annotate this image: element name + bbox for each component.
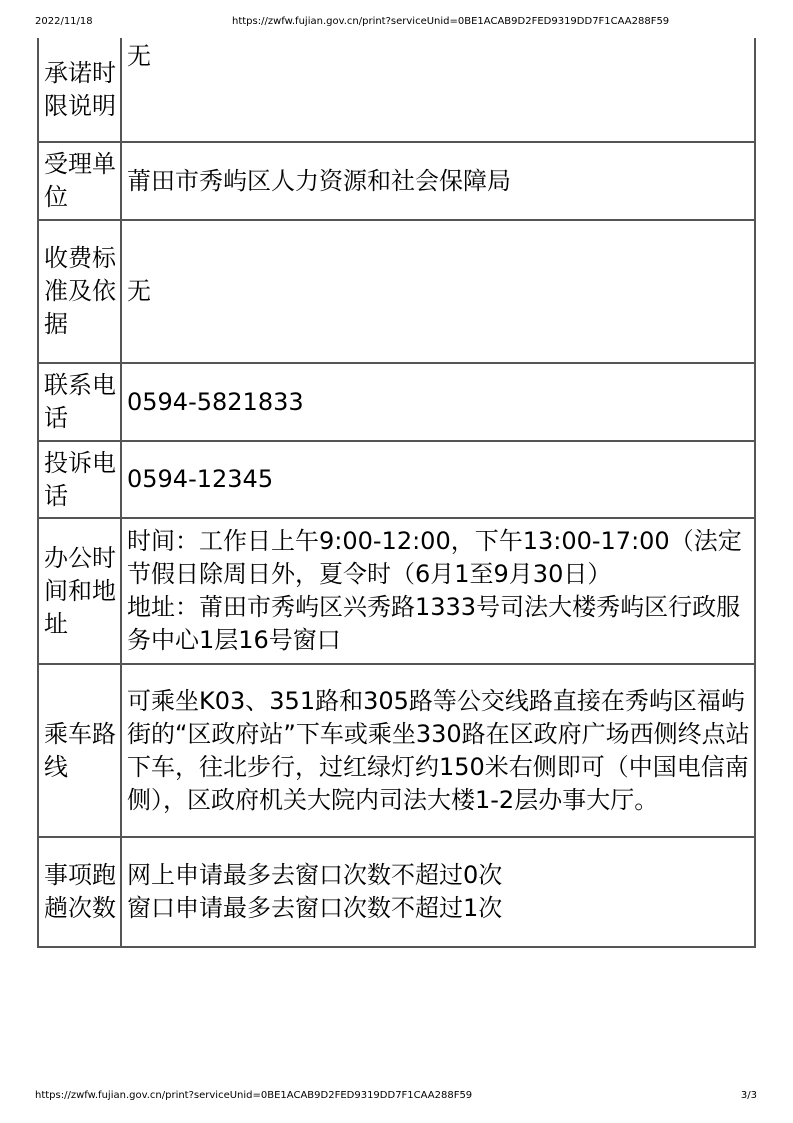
row-value-accepting-unit: 莆田市秀屿区人力资源和社会保障局	[121, 142, 755, 220]
table-row	[38, 363, 755, 441]
row-value-contact-phone: 0594-5821833	[121, 363, 755, 441]
table-row	[38, 837, 755, 947]
page-number: 3/3	[740, 1090, 757, 1101]
row-label-accepting-unit: 受理单位	[38, 142, 121, 220]
row-label-contact-phone: 联系电话	[38, 363, 121, 441]
table-row	[38, 664, 755, 837]
row-label-visit-count: 事项跑趟次数	[38, 837, 121, 947]
row-label-bus-route: 乘车路线	[38, 664, 121, 837]
row-value-complaint-phone: 0594-12345	[121, 441, 755, 518]
table-row	[38, 220, 755, 363]
row-label-commitment-note: 承诺时限说明	[38, 38, 121, 142]
table-row	[38, 142, 755, 220]
print-header-url: https://zwfw.fujian.gov.cn/print?serviceUnid=0BE1ACAB9D2FED9319DD7F1CAA288F59	[232, 16, 670, 27]
office-address-text: 地址：莆田市秀屿区兴秀路1333号司法大楼秀屿区行政服务中心1层16号窗口	[127, 593, 741, 654]
row-value-visit-count	[121, 837, 755, 947]
row-value-fee-standard: 无	[121, 220, 755, 363]
online-visit-text: 网上申请最多去窗口次数不超过0次	[127, 861, 503, 889]
window-visit-text: 窗口申请最多去窗口次数不超过1次	[127, 894, 503, 922]
row-label-office-hours-address: 办公时间和地址	[38, 518, 121, 664]
row-value-office-hours-address	[121, 518, 755, 664]
row-label-complaint-phone: 投诉电话	[38, 441, 121, 518]
service-info-table	[37, 38, 756, 948]
table-row	[38, 441, 755, 518]
row-value-commitment-note: 无	[121, 38, 755, 142]
office-hours-text: 时间：工作日上午9:00-12:00，下午13:00-17:00（法定节假日除周日外，夏令时（6月1至9月30日）	[127, 527, 742, 588]
print-date: 2022/11/18	[35, 16, 93, 27]
row-value-bus-route: 可乘坐K03、351路和305路等公交线路直接在秀屿区福屿街的“区政府站”下车或乘坐330路在区政府广场西侧终点站下车，往北步行，过红绿灯约150米右侧即可（中国电信南侧），区政府机关大院内司法大楼1-2层办事大厅。	[121, 664, 755, 837]
row-label-fee-standard: 收费标准及依据	[38, 220, 121, 363]
table-row	[38, 518, 755, 664]
print-footer-url: https://zwfw.fujian.gov.cn/print?serviceUnid=0BE1ACAB9D2FED9319DD7F1CAA288F59	[35, 1090, 473, 1101]
table-row	[38, 38, 755, 142]
